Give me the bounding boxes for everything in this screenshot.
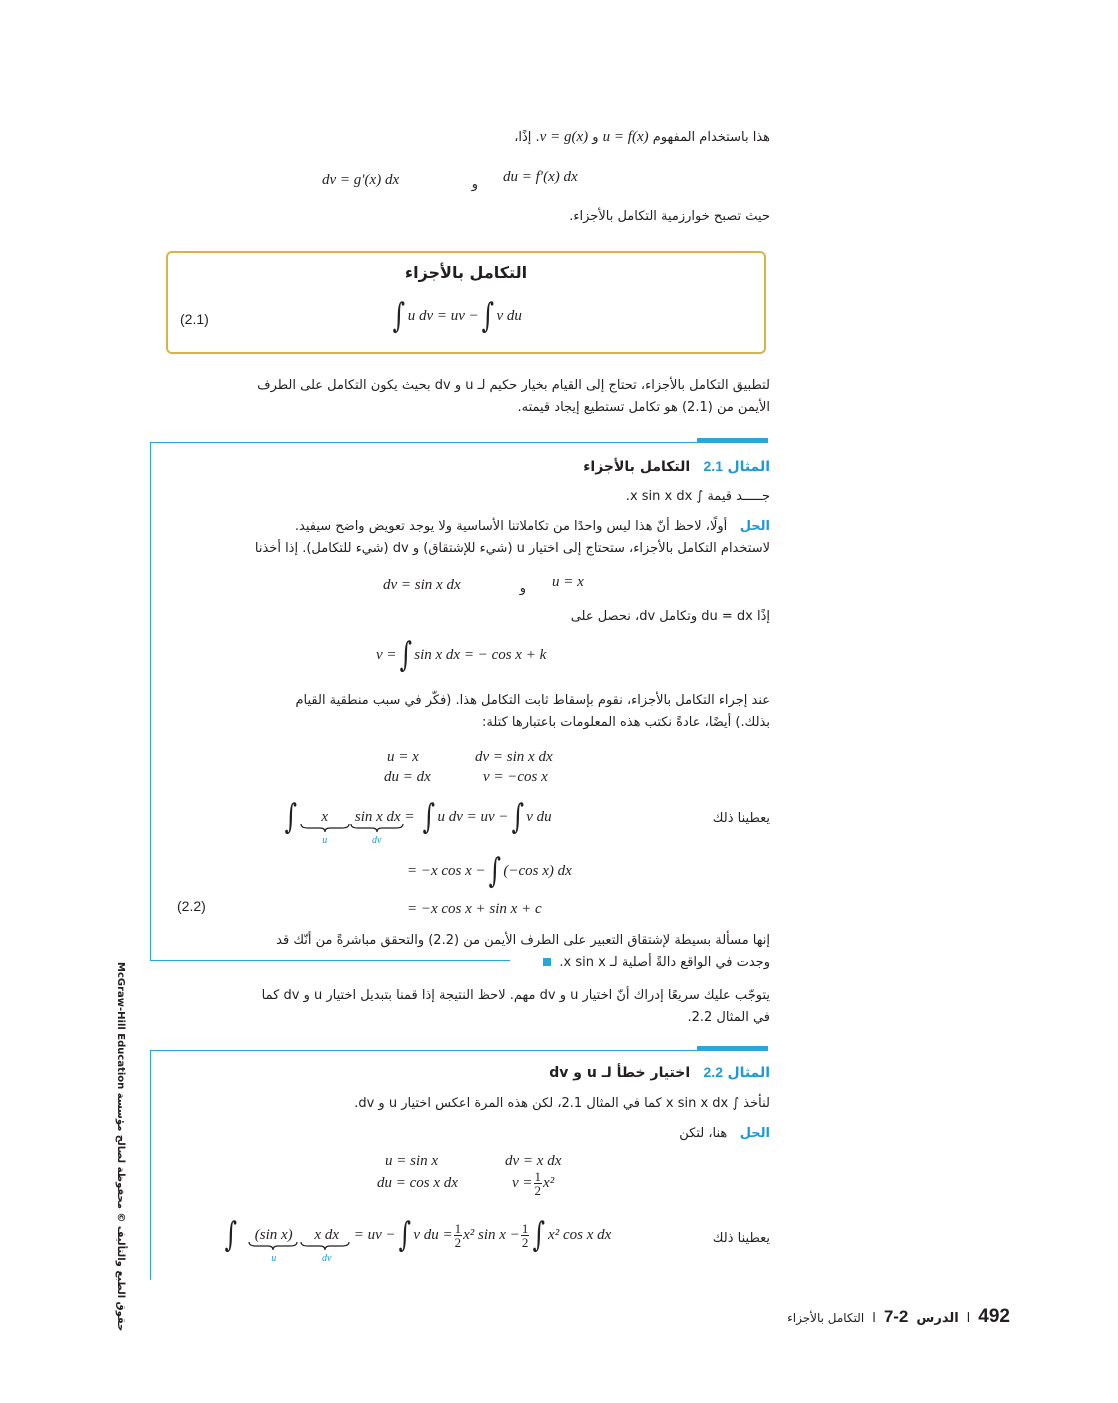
intro-post: . إذًا،: [514, 130, 540, 145]
brace2-dv-label: dv: [321, 1252, 332, 1264]
tbl2-v-lhs: v =: [512, 1175, 533, 1191]
fraction-half: [534, 1170, 543, 1197]
end-line2: وجدت في الواقع دالةً أصلية لـ x sin x.: [559, 955, 770, 970]
side-copyright: [112, 962, 126, 1332]
eq-v-lhs: v =: [376, 646, 397, 663]
gives-text: يعطينا ذلك: [712, 811, 770, 826]
intro-text: هذا باستخدام المفهوم: [652, 130, 770, 145]
frac-den: 2: [534, 1183, 542, 1198]
example1-header: [400, 455, 770, 478]
footer-separator-2: ا: [872, 1310, 876, 1325]
frac-num: 1: [534, 1169, 542, 1184]
lesson-word: الدرس: [916, 1311, 959, 1326]
integral-sign: ∫: [284, 797, 298, 837]
eq-v-integral: [376, 635, 547, 675]
para1-line1: لتطبيق التكامل بالأجزاء، تحتاج إلى القيام بخيار حكيم لـ u و dv بحيث يكون التكامل على الطرف: [257, 378, 770, 393]
lesson-number: 7-2: [883, 1307, 909, 1326]
frac-num: 1: [521, 1220, 529, 1236]
brace2-sinx-text: (sin x): [254, 1226, 293, 1243]
example2-number: 2.2: [703, 1064, 723, 1080]
brace-u-label: u: [322, 834, 328, 846]
ex1-line5: بذلك.) أيضًا، عادةً نكتب هذه المعلومات باعتبارها كتلة:: [482, 715, 770, 730]
tbl2-v: v = $\frac{1}{2}$ x²: [512, 1169, 555, 1198]
example2-title: اختيار خطأ لـ u و dv: [549, 1065, 691, 1081]
integral-sign: ∫: [398, 1215, 411, 1255]
underbrace-icon: [300, 823, 350, 833]
eq-v-rhs: sin x dx = − cos x + k: [414, 646, 547, 663]
example1-line3: إذًا du = dx وتكامل dv، نحصل على: [570, 609, 770, 624]
example1-label: المثال: [727, 459, 770, 475]
underbrace-icon: [300, 1241, 350, 1251]
eq-u-fx: u = f(x): [602, 129, 649, 145]
step3-eq: = −x cos x + sin x + c: [407, 901, 542, 917]
example2-solution: [500, 1123, 770, 1145]
example1-top-rule: [150, 442, 768, 443]
big-end: v du: [526, 808, 552, 825]
frac-num: 1: [454, 1220, 462, 1236]
big-integral-eq-2: [222, 1215, 612, 1264]
frac-den: 2: [521, 1234, 529, 1250]
formula-number: (2.1): [180, 311, 209, 327]
integral-sign: ∫: [481, 296, 494, 336]
tbl-v: v = −cos x: [483, 769, 548, 785]
example2-header: [400, 1061, 770, 1084]
step2-eq: [407, 851, 572, 891]
step2-pre: = −x cos x −: [407, 862, 486, 879]
brace-sinx-text: sin x dx =: [354, 808, 415, 825]
formula-box: [166, 251, 766, 354]
brace-dv-label: dv: [371, 834, 382, 846]
example2-left-rule: [150, 1050, 151, 1280]
frac-den: 2: [454, 1234, 462, 1250]
tbl2-dv: dv = x dx: [505, 1153, 562, 1169]
eq-number-2-2: (2.2): [177, 898, 206, 914]
eq-dv-sinx: dv = sin x dx: [383, 577, 461, 593]
formula-title: التكامل بالأجزاء: [404, 263, 528, 282]
brace-x-text: x: [321, 808, 329, 825]
example2-top-rule: [150, 1050, 768, 1051]
big-integral-eq: [282, 797, 552, 846]
paragraph-2: [170, 985, 770, 1029]
tbl2-u: u = sin x: [385, 1153, 439, 1169]
example1-prompt: جـــــد قيمة ∫ x sin x dx.: [625, 489, 770, 504]
solution-label-2: الحل: [739, 1126, 770, 1141]
tbl-du: du = dx: [384, 769, 431, 785]
formula-lhs: u dv = uv −: [407, 307, 479, 324]
integral-sign: ∫: [511, 797, 524, 837]
ex1-line4: عند إجراء التكامل بالأجزاء، نقوم بإسقاط ثابت التكامل هذا. (فكّر في سبب منطقية القيام: [295, 693, 770, 708]
example1-left-rule: [150, 442, 151, 960]
big2-vdu: v du =: [413, 1226, 453, 1243]
example1-end: [170, 930, 770, 974]
brace-sinx-2: [248, 1226, 300, 1264]
tbl-u: u = x: [387, 749, 419, 765]
gives-text-2: يعطينا ذلك: [712, 1231, 770, 1246]
example1-title: التكامل بالأجزاء: [583, 459, 691, 475]
example1-number: 2.1: [703, 458, 723, 474]
page-number: 492: [978, 1306, 1010, 1327]
big2-end: x² cos x dx: [548, 1226, 612, 1243]
side-copyright-text: حقوق الطبع والتأليف © محفوظة لصالح مؤسسة McGraw-Hill Education: [115, 962, 126, 1332]
brace2-u-label: u: [271, 1252, 277, 1264]
end-line1: إنها مسألة بسيطة لإشتقاق التعبير على الطرف الأيمن من (2.2) والتحقق مباشرةً من أنّك قد: [276, 933, 770, 948]
footer-separator: ا: [966, 1310, 971, 1325]
tbl2-du: du = cos x dx: [377, 1175, 458, 1191]
solution-label: الحل: [739, 519, 770, 534]
integral-sign: ∫: [488, 851, 501, 891]
big2-mid: = uv −: [353, 1226, 396, 1243]
para2-line2: في المثال 2.2.: [687, 1010, 770, 1025]
sol2-line1: هنا، لتكن: [679, 1126, 728, 1141]
para2-line1: يتوجّب عليك سريعًا إدراك أنّ اختيار u و dv مهم. لاحظ النتيجة إذا قمنا بتبديل اختيار u و dv كما: [261, 988, 770, 1003]
integral-sign: ∫: [399, 635, 412, 675]
eq-du-f-prime: du = f′(x) dx: [503, 169, 578, 185]
brace2-xdx-text: x dx: [314, 1226, 339, 1243]
and-word-2: و: [471, 177, 478, 192]
integral-sign: ∫: [422, 797, 435, 837]
and-word: و: [592, 130, 599, 145]
step2-post: (−cos x) dx: [503, 862, 572, 879]
brace-x: [300, 808, 350, 846]
intro-line-2: حيث تصبح خوارزمية التكامل بالأجزاء.: [569, 209, 770, 224]
eq-v-gx: v = g(x): [539, 129, 589, 145]
big-mid: u dv = uv −: [437, 808, 509, 825]
lesson-title: التكامل بالأجزاء: [787, 1311, 865, 1325]
example1-solution: [170, 516, 770, 560]
para1-line2: الأيمن من (2.1) هو تكامل تستطيع إيجاد قيمته.: [517, 400, 770, 415]
brace-sinx: [350, 808, 420, 846]
integral-sign: ∫: [224, 1215, 238, 1255]
fraction-half: [454, 1222, 463, 1249]
formula-equation: [390, 296, 522, 336]
page-footer: [787, 1306, 1010, 1328]
and-word-3: و: [519, 581, 526, 596]
underbrace-icon: [350, 823, 404, 833]
fraction-half: [521, 1222, 530, 1249]
brace-xdx-2: [300, 1226, 354, 1264]
sol-line2: لاستخدام التكامل بالأجزاء، ستحتاج إلى اختيار u (شيء للإشتقاق) و dv (شيء للتكامل). إذا أخذنا: [254, 541, 770, 556]
example2-label: المثال: [727, 1065, 770, 1081]
integral-sign: ∫: [532, 1215, 546, 1255]
end-square-icon: [543, 958, 551, 966]
formula-rhs: v du: [496, 307, 522, 324]
example1-para: [170, 690, 770, 734]
sol-line1: أولًا، لاحظ أنّ هذا ليس واحدًا من تكاملاتنا الأساسية ولا يوجد تعويض واضح سيفيد.: [294, 519, 728, 534]
example2-prompt: لنأخذ ∫ x sin x dx كما في المثال 2.1، لكن هذه المرة اعكس اختيار u و dv.: [354, 1096, 770, 1111]
eq-u-x: u = x: [552, 574, 584, 590]
paragraph-1: [170, 375, 770, 419]
integral-sign: ∫: [392, 296, 406, 336]
eq-dv-g-prime: dv = g′(x) dx: [322, 172, 400, 188]
tbl-dv: dv = sin x dx: [475, 749, 553, 765]
big2-term1: x² sin x −: [463, 1226, 520, 1243]
intro-line: [380, 126, 770, 149]
underbrace-icon: [248, 1241, 298, 1251]
